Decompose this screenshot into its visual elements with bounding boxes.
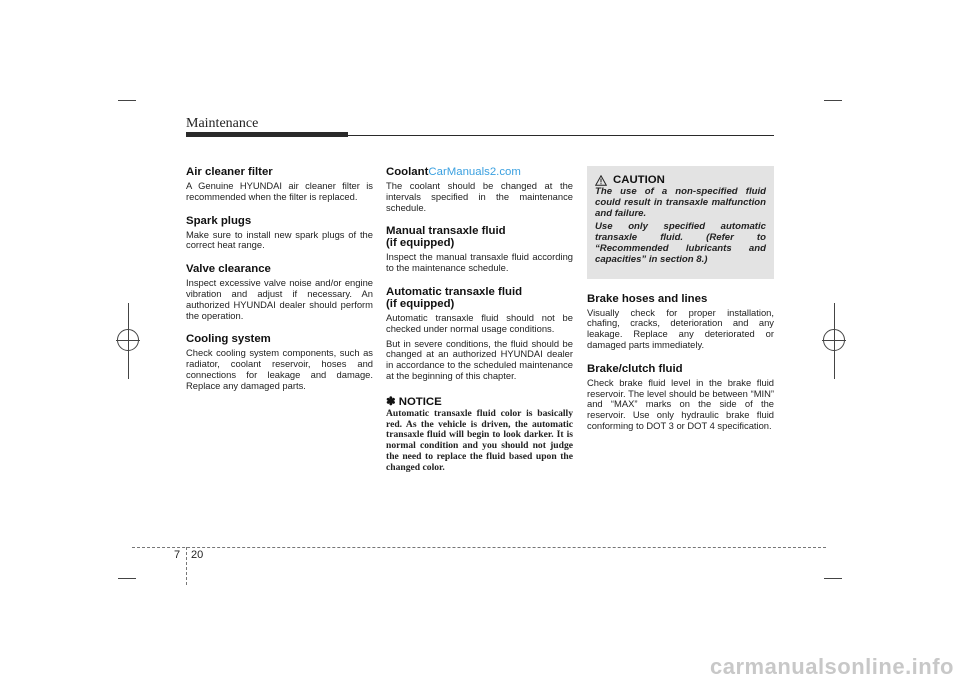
heading-valve-clearance: Valve clearance — [186, 263, 271, 276]
body-air-cleaner: A Genuine HYUNDAI air cleaner filter is recommended when the filter is replaced. — [186, 180, 373, 202]
caution-title: CAUTION — [613, 174, 665, 186]
crop-mark — [118, 578, 136, 579]
section-title: Maintenance — [186, 116, 259, 131]
watermark-link[interactable]: CarManuals2.com — [428, 166, 521, 178]
caution-text-1: The use of a non-specified fluid could result in transaxle malfunction and failure. — [595, 186, 766, 219]
body-coolant: The coolant should be changed at the intervals specified in the maintenance schedule. — [386, 180, 573, 213]
header-bar — [186, 132, 348, 137]
body-automatic-2: But in severe conditions, the fluid should be changed at an authorized HYUNDAI dealer in accordance to the scheduled maintenance at the beginning of this chapter. — [386, 337, 573, 381]
page-number: 20 — [191, 549, 204, 561]
body-valve-clearance: Inspect excessive valve noise and/or engine vibration and adjust if necessary. An authorized HYUNDAI dealer should perform the operation. — [186, 277, 373, 321]
heading-manual-transaxle — [386, 225, 573, 249]
registration-circle — [117, 329, 139, 351]
body-cooling-system: Check cooling system components, such as radiator, coolant reservoir, hoses and connections for leakage and damage. Replace any damaged parts. — [186, 347, 373, 391]
caution-box — [587, 166, 774, 279]
column-right — [587, 166, 774, 444]
body-spark-plugs: Make sure to install new spark plugs of the correct heat range. — [186, 228, 373, 251]
heading-coolant — [386, 166, 573, 178]
footer-divider — [186, 547, 187, 585]
heading-brake-fluid: Brake/clutch fluid — [587, 362, 683, 375]
heading-automatic-line1: Automatic transaxle fluid — [386, 285, 523, 298]
chapter-number: 7 — [174, 549, 181, 561]
caution-header — [595, 174, 766, 186]
body-manual-transaxle: Inspect the manual transaxle fluid according to the maintenance schedule. — [386, 251, 573, 274]
crop-mark — [118, 100, 136, 101]
notice-heading — [386, 394, 573, 408]
site-watermark-bar — [0, 654, 960, 679]
body-brake-fluid: Check brake fluid level in the brake fluid reservoir. The level should be between “MIN” and “MAX” marks on the side of the reservoir. Use only hydraulic brake fluid conforming to DOT 3 or DOT 4 specification. — [587, 376, 774, 431]
footer-rule — [132, 547, 826, 548]
body-automatic-1: Automatic transaxle fluid should not be checked under normal usage conditions. — [386, 311, 573, 334]
caution-text-2: Use only specified automatic transaxle fluid. (Refer to “Recommended lubricants and capacities” in section 8.) — [595, 221, 766, 265]
heading-automatic-transaxle — [386, 286, 573, 310]
heading-cooling-system: Cooling system — [186, 333, 271, 346]
notice-body: Automatic transaxle fluid color is basically red. As the vehicle is driven, the automatic transaxle fluid will begin to look darker. It is normal condition and you should not judge the need to replace the fluid based upon the changed color. — [386, 407, 573, 473]
site-watermark: carmanualsonline.info — [710, 654, 954, 679]
column-left — [186, 166, 373, 404]
crop-mark — [824, 100, 842, 101]
body-brake-hoses: Visually check for proper installation, chafing, cracks, deterioration and any leakage. Replace any deteriorated or damaged parts immediately. — [587, 306, 774, 350]
crop-mark — [824, 578, 842, 579]
heading-manual-line1: Manual transaxle fluid — [386, 225, 506, 238]
heading-air-cleaner: Air cleaner filter — [186, 166, 273, 178]
warning-triangle-icon — [595, 175, 607, 186]
heading-brake-hoses: Brake hoses and lines — [587, 292, 708, 305]
column-middle — [386, 166, 573, 474]
registration-circle — [823, 329, 845, 351]
heading-automatic-line2: (if equipped) — [386, 297, 455, 310]
notice-icon: ✽ — [386, 395, 396, 408]
heading-manual-line2: (if equipped) — [386, 237, 455, 250]
heading-coolant-text: Coolant — [386, 166, 429, 178]
notice-title: NOTICE — [398, 395, 442, 408]
heading-spark-plugs: Spark plugs — [186, 214, 252, 227]
